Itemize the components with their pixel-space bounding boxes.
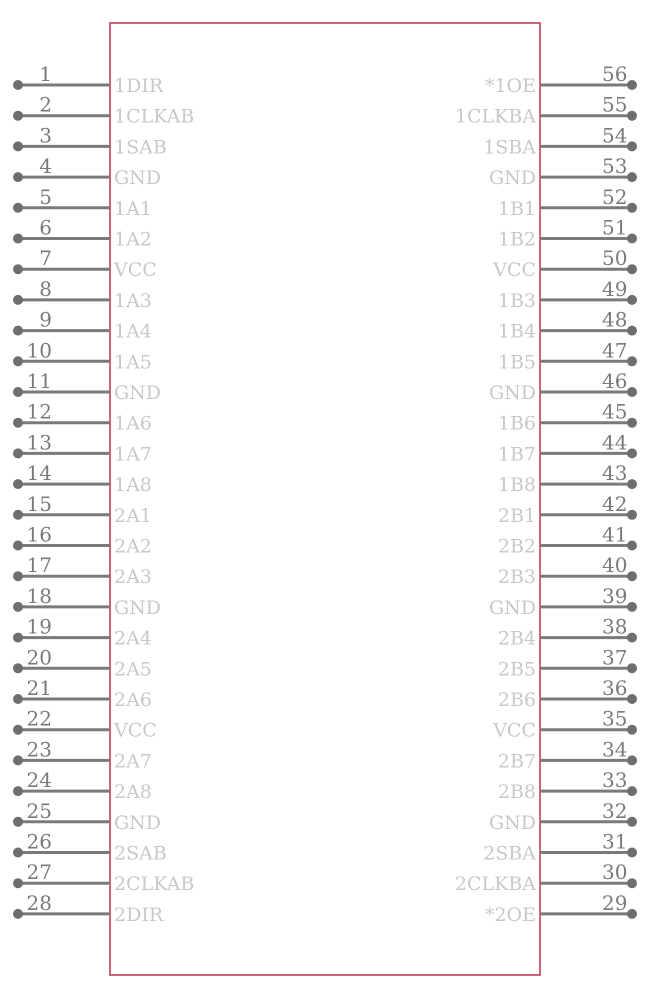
pin-name: GND	[488, 596, 536, 619]
pin-number: 8	[39, 276, 52, 301]
pin-number: 22	[26, 706, 52, 731]
pin-terminal-dot[interactable]	[627, 264, 637, 274]
pin-number: 6	[39, 215, 52, 240]
pin-number: 28	[26, 890, 52, 915]
pin-number: 16	[26, 522, 52, 547]
pin-terminal-dot[interactable]	[627, 694, 637, 704]
pin-terminal-dot[interactable]	[627, 755, 637, 765]
pin-number: 41	[602, 522, 628, 547]
pin-name: 1SAB	[114, 136, 167, 159]
pin-name: 1SBA	[483, 136, 536, 159]
pin-number: 19	[26, 614, 52, 639]
pin-terminal-dot[interactable]	[13, 663, 23, 673]
pin-number: 11	[26, 369, 52, 393]
pin-name: GND	[114, 167, 162, 190]
pin-4	[13, 154, 161, 189]
pin-terminal-dot[interactable]	[13, 418, 23, 428]
pin-number: 34	[602, 737, 628, 762]
pin-name: 2B2	[497, 535, 536, 558]
pin-number: 51	[602, 215, 628, 240]
pin-name: 2A6	[114, 689, 152, 711]
pin-name: 1B6	[497, 412, 536, 435]
right-pin-group	[455, 62, 637, 926]
pin-number: 35	[602, 706, 628, 731]
pin-name: GND	[114, 811, 162, 834]
pin-terminal-dot[interactable]	[13, 755, 23, 765]
pin-6	[13, 216, 152, 251]
pin-number: 32	[602, 798, 628, 823]
pin-terminal-dot[interactable]	[13, 817, 23, 827]
pin-name: GND	[488, 167, 536, 190]
pin-name: 1B3	[497, 289, 536, 312]
pin-name: 2B6	[497, 689, 536, 711]
pin-number: 17	[26, 553, 52, 578]
pin-name: GND	[488, 382, 536, 404]
pin-number: 24	[26, 768, 52, 793]
pin-terminal-dot[interactable]	[13, 602, 23, 612]
pin-name: GND	[114, 596, 162, 619]
pin-number: 21	[26, 676, 52, 700]
pin-name: 1A6	[114, 412, 152, 435]
pin-8	[13, 277, 152, 312]
pin-number: 15	[26, 491, 52, 516]
pin-terminal-dot[interactable]	[13, 141, 23, 151]
pin-name: 1A2	[114, 228, 152, 251]
pin-number: 2	[39, 92, 52, 117]
pin-terminal-dot[interactable]	[627, 786, 637, 796]
pin-terminal-dot[interactable]	[627, 541, 637, 551]
pin-name: 2CLKAB	[114, 873, 195, 896]
pin-number: 38	[602, 614, 628, 639]
pin-number: 39	[602, 583, 628, 608]
pin-terminal-dot[interactable]	[627, 663, 637, 673]
pin-name: *1OE	[484, 75, 536, 97]
pin-3	[13, 123, 167, 158]
pin-number: 36	[602, 676, 628, 700]
pin-terminal-dot[interactable]	[627, 356, 637, 366]
pin-terminal-dot[interactable]	[627, 418, 637, 428]
pin-5	[13, 185, 152, 220]
pin-number: 48	[602, 307, 628, 332]
pin-name: 1A1	[114, 197, 152, 220]
pin-number: 27	[26, 860, 52, 885]
pin-terminal-dot[interactable]	[13, 111, 23, 121]
pin-name: 2DIR	[114, 903, 164, 926]
pin-terminal-dot[interactable]	[627, 510, 637, 520]
pin-name: 2A1	[114, 504, 152, 527]
pin-terminal-dot[interactable]	[627, 909, 637, 919]
pin-terminal-dot[interactable]	[627, 602, 637, 612]
pin-name: 1A7	[114, 443, 152, 466]
pin-number: 37	[602, 645, 628, 670]
left-pin-group	[13, 62, 194, 926]
pin-terminal-dot[interactable]	[13, 510, 23, 520]
pin-terminal-dot[interactable]	[627, 479, 637, 489]
pin-number: 10	[26, 338, 52, 363]
pin-name: 1B2	[497, 228, 536, 251]
pin-number: 1	[39, 62, 52, 86]
pin-terminal-dot[interactable]	[627, 295, 637, 305]
pin-terminal-dot[interactable]	[627, 111, 637, 121]
pin-terminal-dot[interactable]	[627, 571, 637, 581]
pin-number: 25	[26, 798, 52, 823]
pin-terminal-dot[interactable]	[13, 909, 23, 919]
pin-number: 20	[26, 645, 52, 670]
pin-terminal-dot[interactable]	[13, 295, 23, 305]
pin-terminal-dot[interactable]	[13, 172, 23, 182]
pin-name: 2B8	[497, 781, 536, 804]
pin-number: 26	[26, 829, 52, 854]
pin-name: 2B5	[497, 658, 536, 681]
pin-name: 2A2	[114, 535, 152, 558]
pin-number: 12	[26, 399, 52, 424]
pin-terminal-dot[interactable]	[13, 387, 23, 397]
pin-number: 14	[26, 461, 52, 486]
pin-name: 1B1	[497, 197, 536, 220]
pin-name: 2CLKBA	[454, 873, 536, 896]
pin-name: 1A5	[114, 351, 152, 374]
pin-number: 55	[602, 92, 628, 117]
pin-terminal-dot[interactable]	[13, 878, 23, 888]
pin-name: 1B7	[497, 443, 536, 466]
pin-number: 30	[602, 860, 628, 885]
pin-terminal-dot[interactable]	[13, 541, 23, 551]
pin-terminal-dot[interactable]	[13, 725, 23, 735]
pin-name: 1CLKBA	[454, 105, 536, 128]
pin-name: 1A8	[114, 474, 152, 497]
pin-terminal-dot[interactable]	[627, 326, 637, 336]
pin-name: 1B8	[497, 474, 536, 497]
pin-terminal-dot[interactable]	[13, 571, 23, 581]
pin-number: 42	[602, 491, 628, 516]
pin-terminal-dot[interactable]	[13, 479, 23, 489]
pin-number: 5	[39, 184, 52, 209]
pin-name: GND	[488, 811, 536, 834]
pin-29	[485, 891, 637, 926]
pin-terminal-dot[interactable]	[627, 234, 637, 244]
pin-number: 4	[39, 154, 52, 179]
pin-number: 47	[602, 338, 628, 363]
pin-terminal-dot[interactable]	[13, 786, 23, 796]
pin-name: 2A8	[114, 781, 152, 804]
pin-number: 33	[602, 768, 628, 793]
pin-terminal-dot[interactable]	[13, 326, 23, 336]
pin-name: 2B3	[497, 566, 536, 589]
pin-number: 31	[602, 829, 628, 854]
pin-number: 7	[39, 246, 52, 271]
pin-number: 9	[39, 307, 52, 332]
pin-terminal-dot[interactable]	[627, 203, 637, 213]
pin-terminal-dot[interactable]	[627, 817, 637, 827]
pin-28	[13, 891, 164, 926]
pin-number: 29	[602, 890, 628, 915]
pin-name: 1CLKAB	[114, 105, 195, 128]
pin-name: VCC	[114, 719, 157, 742]
pin-number: 40	[602, 553, 628, 578]
pin-terminal-dot[interactable]	[13, 694, 23, 704]
pin-name: 2B7	[497, 750, 536, 773]
pin-terminal-dot[interactable]	[627, 633, 637, 643]
pin-name: *2OE	[484, 903, 536, 926]
pin-number: 44	[602, 430, 628, 455]
pin-terminal-dot[interactable]	[627, 878, 637, 888]
pin-number: 23	[26, 737, 52, 762]
pin-number: 45	[602, 399, 628, 424]
pin-number: 49	[602, 276, 628, 301]
pin-terminal-dot[interactable]	[13, 448, 23, 458]
pin-number: 18	[26, 583, 52, 608]
pin-name: 2A4	[114, 627, 152, 650]
pin-name: 2A5	[114, 658, 152, 681]
pin-terminal-dot[interactable]	[13, 633, 23, 643]
pin-terminal-dot[interactable]	[627, 848, 637, 858]
pin-7	[13, 246, 157, 281]
pin-number: 53	[602, 154, 628, 179]
pin-name: VCC	[114, 259, 157, 282]
pin-terminal-dot[interactable]	[13, 356, 23, 366]
pin-name: VCC	[493, 719, 536, 742]
pin-name: 1DIR	[114, 75, 164, 97]
pin-1	[13, 62, 164, 97]
component-body	[110, 23, 540, 975]
pin-terminal-dot[interactable]	[627, 80, 637, 90]
pin-name: 2B4	[497, 627, 536, 650]
pin-name: 1A4	[114, 320, 152, 343]
pin-terminal-dot[interactable]	[627, 172, 637, 182]
pin-terminal-dot[interactable]	[627, 387, 637, 397]
pin-number: 46	[602, 369, 628, 393]
pin-terminal-dot[interactable]	[627, 448, 637, 458]
pin-name: 2SBA	[483, 842, 536, 865]
pin-name: 1B4	[497, 320, 536, 343]
pin-name: GND	[114, 382, 162, 404]
pin-name: 2A3	[114, 566, 152, 589]
pin-terminal-dot[interactable]	[13, 848, 23, 858]
pin-terminal-dot[interactable]	[627, 725, 637, 735]
pin-number: 56	[602, 62, 628, 86]
pin-name: 2A7	[114, 750, 152, 773]
pin-number: 13	[26, 430, 52, 455]
pin-name: 2B1	[497, 504, 536, 527]
pin-terminal-dot[interactable]	[13, 264, 23, 274]
pin-number: 52	[602, 184, 628, 209]
pin-terminal-dot[interactable]	[627, 141, 637, 151]
pin-terminal-dot[interactable]	[13, 80, 23, 90]
pin-number: 54	[602, 123, 628, 148]
pin-name: 2SAB	[114, 842, 167, 865]
pin-name: 1A3	[114, 289, 152, 312]
pin-terminal-dot[interactable]	[13, 203, 23, 213]
pin-number: 50	[602, 246, 628, 271]
pin-number: 3	[39, 123, 52, 148]
pin-name: VCC	[493, 259, 536, 282]
pin-name: 1B5	[497, 351, 536, 374]
pin-number: 43	[602, 461, 628, 486]
pin-terminal-dot[interactable]	[13, 234, 23, 244]
